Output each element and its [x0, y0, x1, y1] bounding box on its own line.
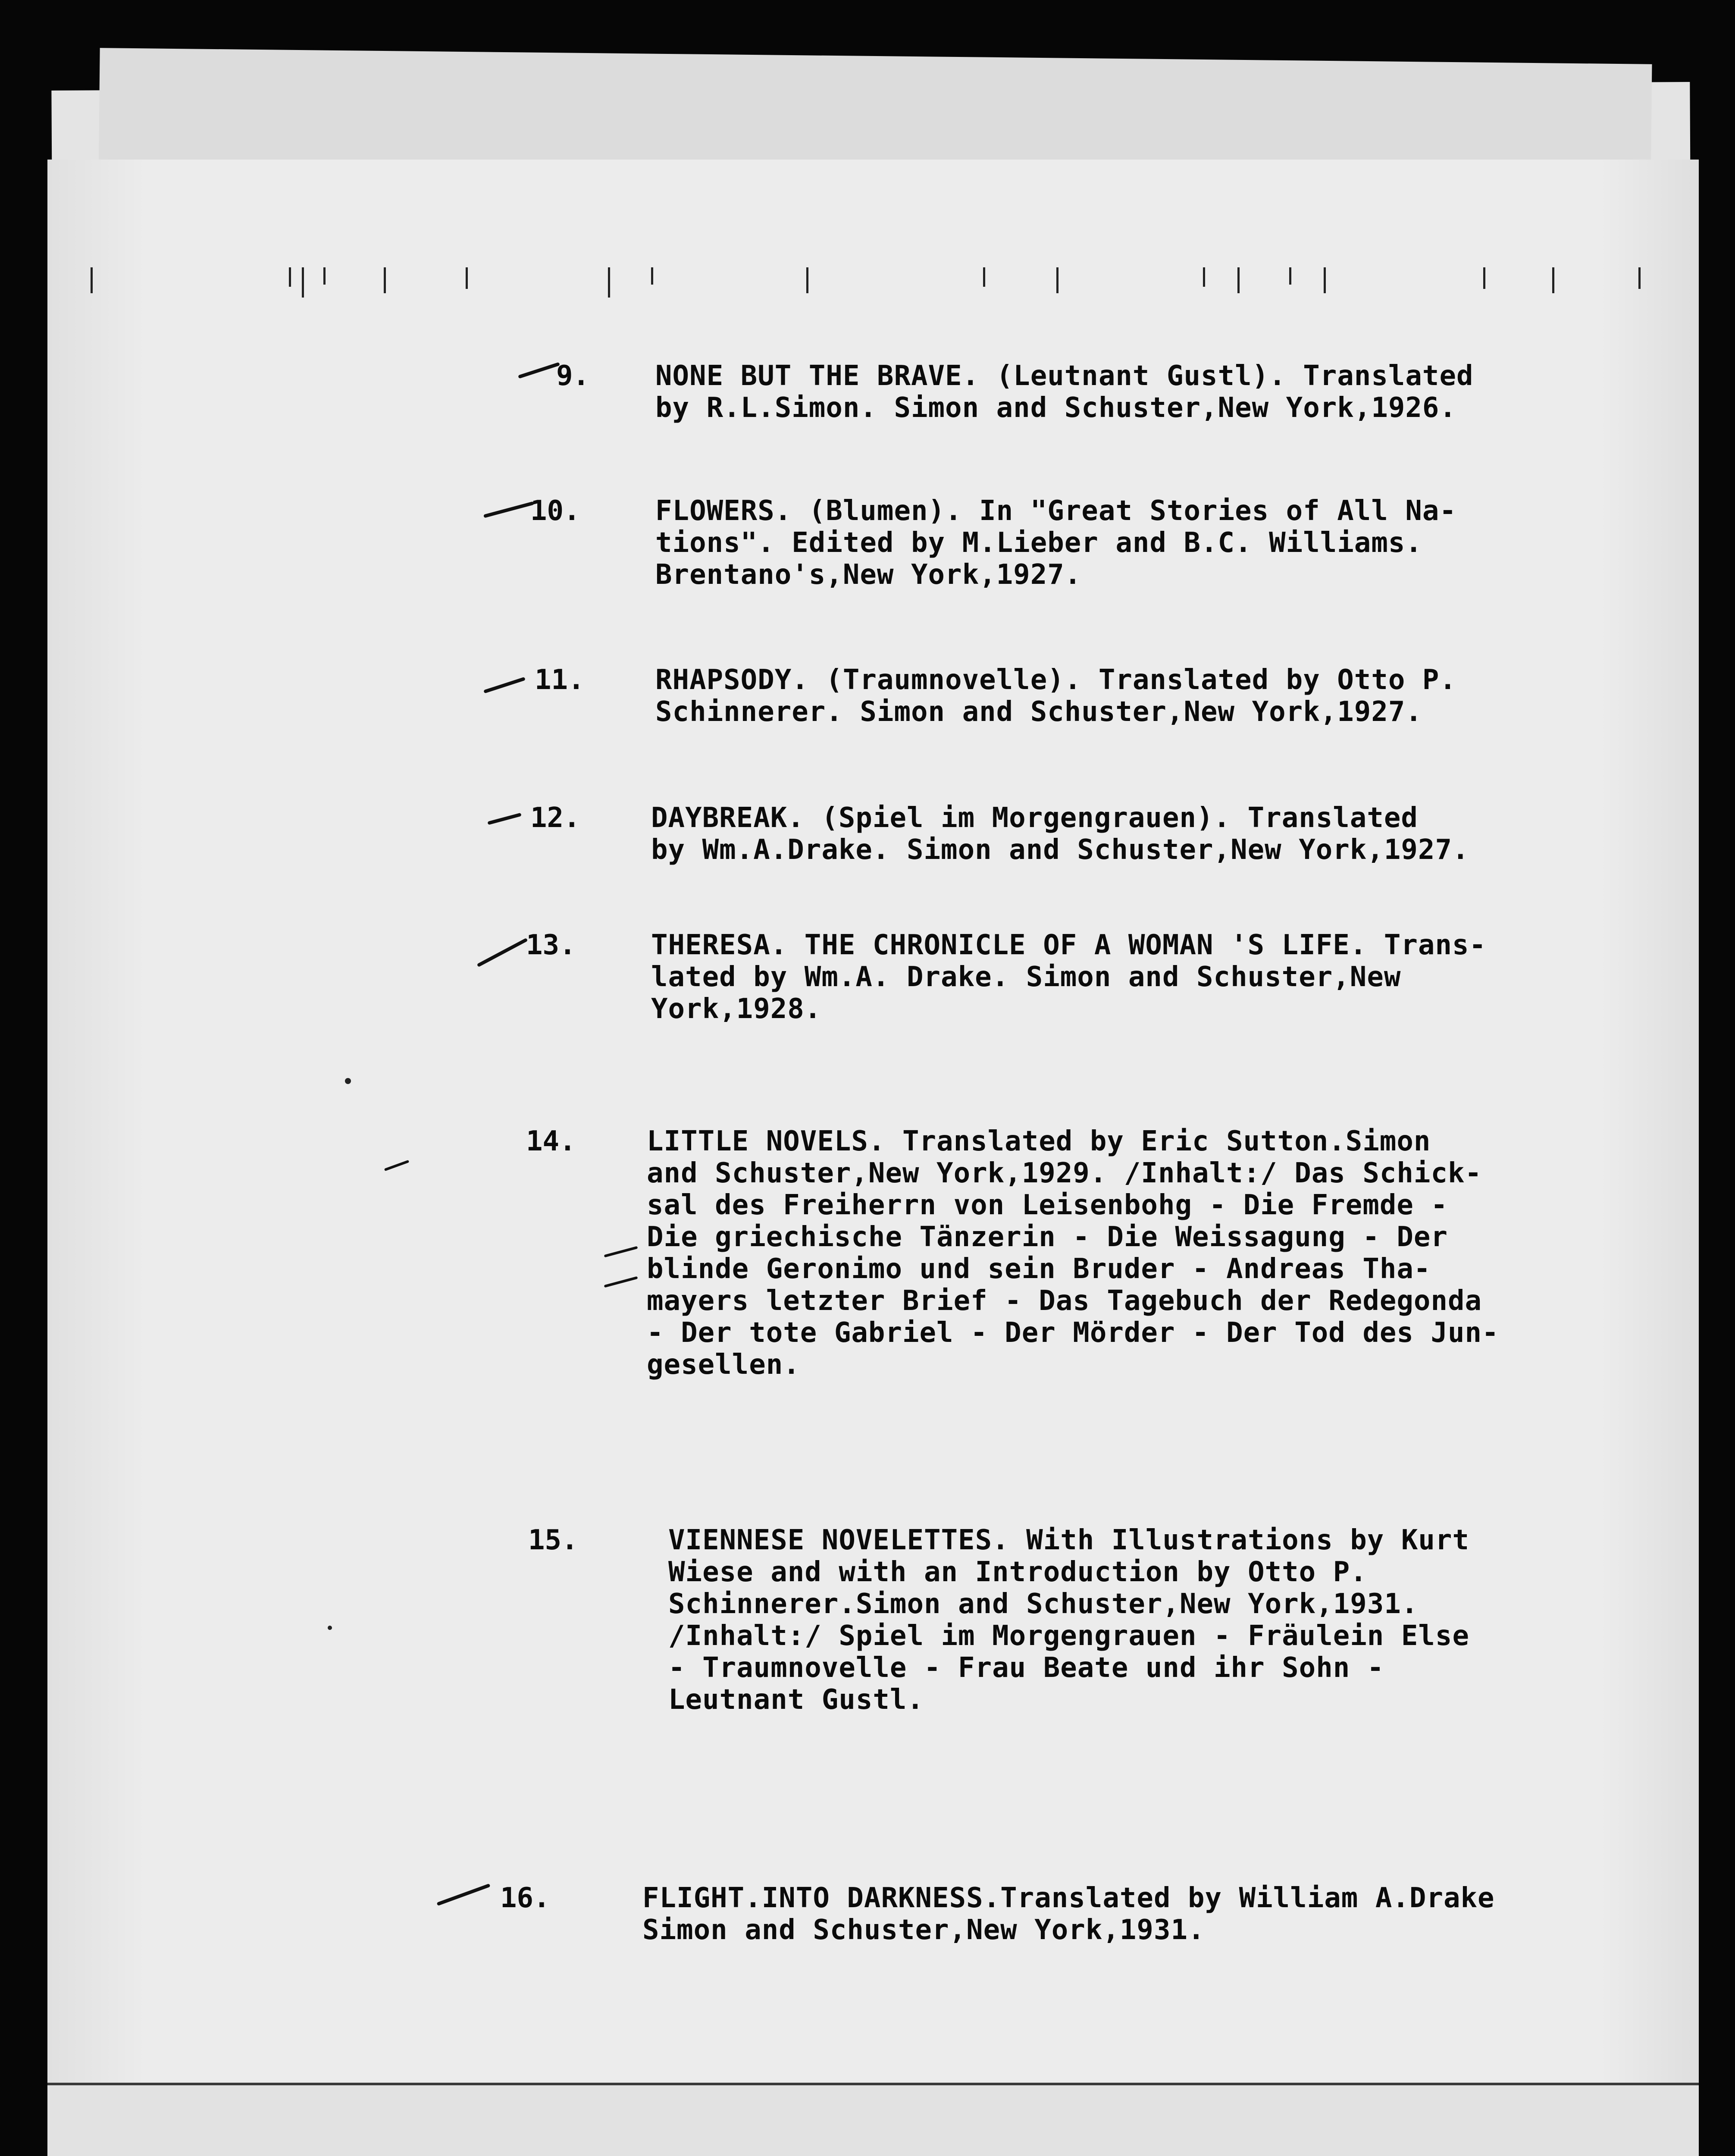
scan-speck [328, 1626, 332, 1630]
entry-number: 10. [530, 495, 580, 527]
lower-fold-area [47, 2085, 1699, 2156]
fold-line [47, 2083, 1699, 2085]
entry-line: - Der tote Gabriel - Der Mörder - Der Tod des Jun- [647, 1317, 1499, 1349]
check-mark [483, 677, 526, 694]
entry-line: - Traumnovelle - Frau Beate und ihr Sohn - [668, 1652, 1384, 1684]
entry-line: Die griechische Tänzerin - Die Weissagung - Der [647, 1221, 1448, 1253]
entry-15-text [668, 1524, 1469, 1716]
entry-line: RHAPSODY. (Traumnovelle). Translated by Otto P. [655, 664, 1456, 696]
entry-14-text [647, 1125, 1499, 1381]
check-mark [477, 938, 528, 967]
entry-line: VIENNESE NOVELETTES. With Illustrations by Kurt [668, 1524, 1469, 1556]
entry-line: Brentano's,New York,1927. [655, 559, 1082, 591]
entry-line: /Inhalt:/ Spiel im Morgengrauen - Fräulein Else [668, 1620, 1469, 1652]
check-mark [487, 813, 521, 825]
entry-11-text [655, 664, 1456, 728]
entry-number: 12. [530, 802, 580, 834]
entry-number: 14. [526, 1125, 576, 1157]
entry-line: Simon and Schuster,New York,1931. [642, 1914, 1205, 1946]
entry-number: 9. [556, 360, 590, 392]
entry-line: lated by Wm.A. Drake. Simon and Schuster,New [651, 961, 1401, 993]
document-page [47, 160, 1699, 2156]
entry-line: blinde Geronimo und sein Bruder - Andreas Tha- [647, 1253, 1431, 1285]
entry-line: FLOWERS. (Blumen). In "Great Stories of All Na- [655, 495, 1456, 527]
margin-mark [384, 1160, 409, 1171]
check-mark [437, 1883, 491, 1906]
entry-line: by Wm.A.Drake. Simon and Schuster,New York,1927. [651, 834, 1469, 866]
entry-line: DAYBREAK. (Spiel im Morgengrauen). Translated [651, 802, 1418, 834]
entry-number: 13. [526, 929, 576, 961]
entry-line: and Schuster,New York,1929. /Inhalt:/ Das Schick- [647, 1157, 1482, 1189]
entry-number: 16. [500, 1882, 550, 1914]
entry-line: gesellen. [647, 1349, 800, 1381]
scan-speck [345, 1078, 351, 1084]
entry-line: by R.L.Simon. Simon and Schuster,New York,1926. [655, 392, 1456, 424]
entry-line: Leutnant Gustl. [668, 1684, 924, 1716]
margin-mark [604, 1246, 638, 1258]
entry-line: LITTLE NOVELS. Translated by Eric Sutton.Simon [647, 1125, 1431, 1157]
entry-line: tions". Edited by M.Lieber and B.C. Williams. [655, 527, 1422, 559]
entry-line: sal des Freiherrn von Leisenbohg - Die Fremde - [647, 1189, 1448, 1221]
check-mark [483, 501, 534, 518]
entry-10-text [655, 495, 1456, 591]
ruler-ticks [47, 267, 1699, 298]
entry-line: NONE BUT THE BRAVE. (Leutnant Gustl). Translated [655, 360, 1474, 392]
entry-9-text [655, 360, 1474, 424]
entry-line: Schinnerer. Simon and Schuster,New York,1927. [655, 696, 1422, 728]
margin-mark [604, 1276, 638, 1288]
check-mark [518, 362, 560, 379]
entry-line: THERESA. THE CHRONICLE OF A WOMAN 'S LIFE. Trans- [651, 929, 1487, 961]
entry-line: mayers letzter Brief - Das Tagebuch der Redegonda [647, 1285, 1482, 1317]
entry-12-text [651, 802, 1469, 866]
entry-number: 11. [535, 664, 585, 696]
entry-16-text [642, 1882, 1495, 1946]
entry-13-text [651, 929, 1486, 1025]
entry-number: 15. [528, 1524, 578, 1556]
entry-line: Schinnerer.Simon and Schuster,New York,1931. [668, 1588, 1419, 1620]
entry-line: York,1928. [651, 993, 822, 1025]
entry-line: Wiese and with an Introduction by Otto P. [668, 1556, 1367, 1588]
entry-line: FLIGHT.INTO DARKNESS.Translated by William A.Drake [642, 1882, 1495, 1914]
